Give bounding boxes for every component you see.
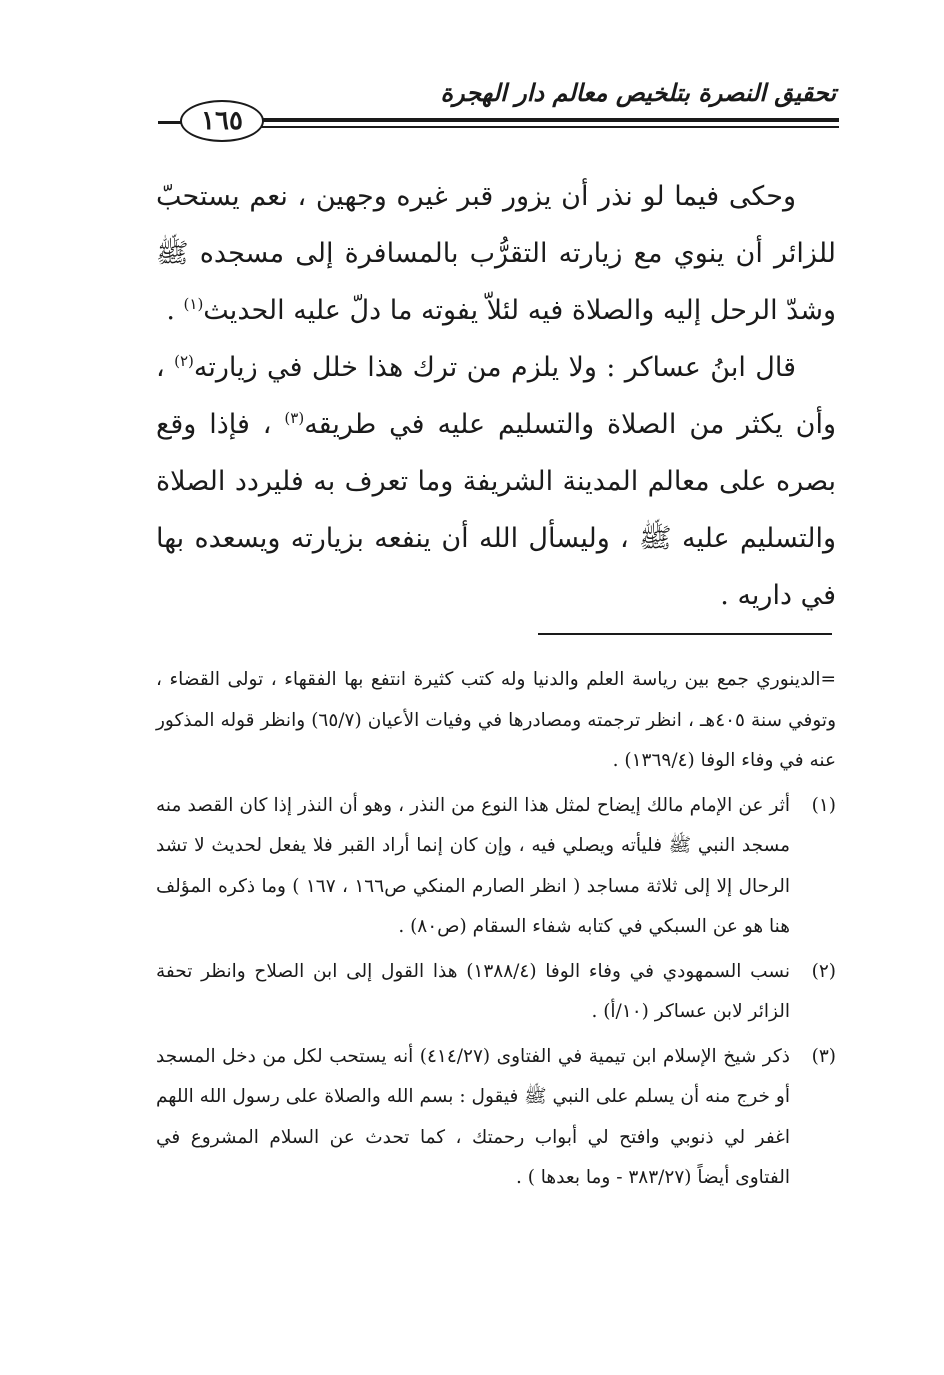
footnote-text: نسب السمهودي في وفاء الوفا (١٣٨٨/٤) هذا القول إلى ابن الصلاح وانظر تحفة الزائر لابن عساكر (١٠/أ) . [156,960,790,1022]
paragraph [156,168,836,339]
footnote-number: (١) [811,794,836,816]
header-rule [255,118,839,122]
footnote-continuation: =الدينوري جمع بين رياسة العلم والدنيا وله كتب كثيرة انتفع بها الفقهاء ، تولى القضاء ، وتوفي سنة ٤٠٥هـ ، انظر ترجمته ومصادرها في وفيات الأعيان (٦٥/٧) وانظر قوله المذكور عنه في وفاء الوفا (١٣٦٩/٤) . [156,669,837,771]
header-rule-thin [255,126,839,128]
paragraph-end: . [166,295,184,326]
main-text [156,168,836,624]
footnote-mark: (١) [183,295,204,313]
footnotes [156,660,836,1199]
paragraph-text: وحكى فيما لو نذر أن يزور قبر غيره وجهين ، نعم يستحبّ للزائر أن ينوي مع زيارته التقرُّب بالمسافرة إلى مسجده ﷺ وشدّ الرحل إليه والصلاة فيه لئلاّ يفوته ما دلّ عليه الحديث [156,181,836,326]
footnote-number: (٢) [811,960,836,982]
paragraph [156,339,836,624]
footnote-separator [538,633,832,635]
footnote-mark: (٣) [284,409,305,427]
footnote-number: (٣) [811,1045,836,1067]
paragraph-text: ، وأن يكثر من الصلاة والتسليم عليه في طريقه [156,352,836,440]
footnote [156,1037,836,1199]
footnote-text: أثر عن الإمام مالك إيضاح لمثل هذا النوع من النذر ، وهو أن النذر إذا كان القصد منه مسجد النبي ﷺ فليأته ويصلي فيه ، وإن كان إنما أراد القبر فلا يفعل لحديث لا تشد الرحال إلا إلى ثلاثة مساجد ( انظر الصارم المنكي ص١٦٦ ، ١٦٧ ) وما ذكره المؤلف هنا هو عن السبكي في كتابه شفاء السقام (ص٨٠) . [156,794,790,937]
paragraph-text: قال ابنُ عساكر : ولا يلزم من ترك هذا خلل في زيارته [193,352,796,383]
page-number: ١٦٥ [180,100,264,142]
footnote [156,952,836,1033]
paragraph-text: ، فإذا وقع بصره على معالم المدينة الشريفة وما تعرف به فليردد الصلاة والتسليم عليه ﷺ ، وليسأل الله أن ينفعه بزيارته ويسعده بها في داريه . [156,409,836,611]
footnote-mark: (٢) [174,352,194,370]
footnote [156,786,836,948]
footnote-text: ذكر شيخ الإسلام ابن تيمية في الفتاوى (٤١٤/٢٧) أنه يستحب لكل من دخل المسجد أو خرج منه أن يسلم على النبي ﷺ فيقول : بسم الله والصلاة على رسول الله اللهم اغفر لي ذنوبي وافتح لي أبواب رحمتك ، كما تحدث عن السلام المشروع في الفتاوى أيضاً (٣٨٣/٢٧ - وما بعدها ) . [156,1045,790,1188]
running-header-title: تحقيق النصرة بتلخيص معالم دار الهجرة [440,78,836,107]
